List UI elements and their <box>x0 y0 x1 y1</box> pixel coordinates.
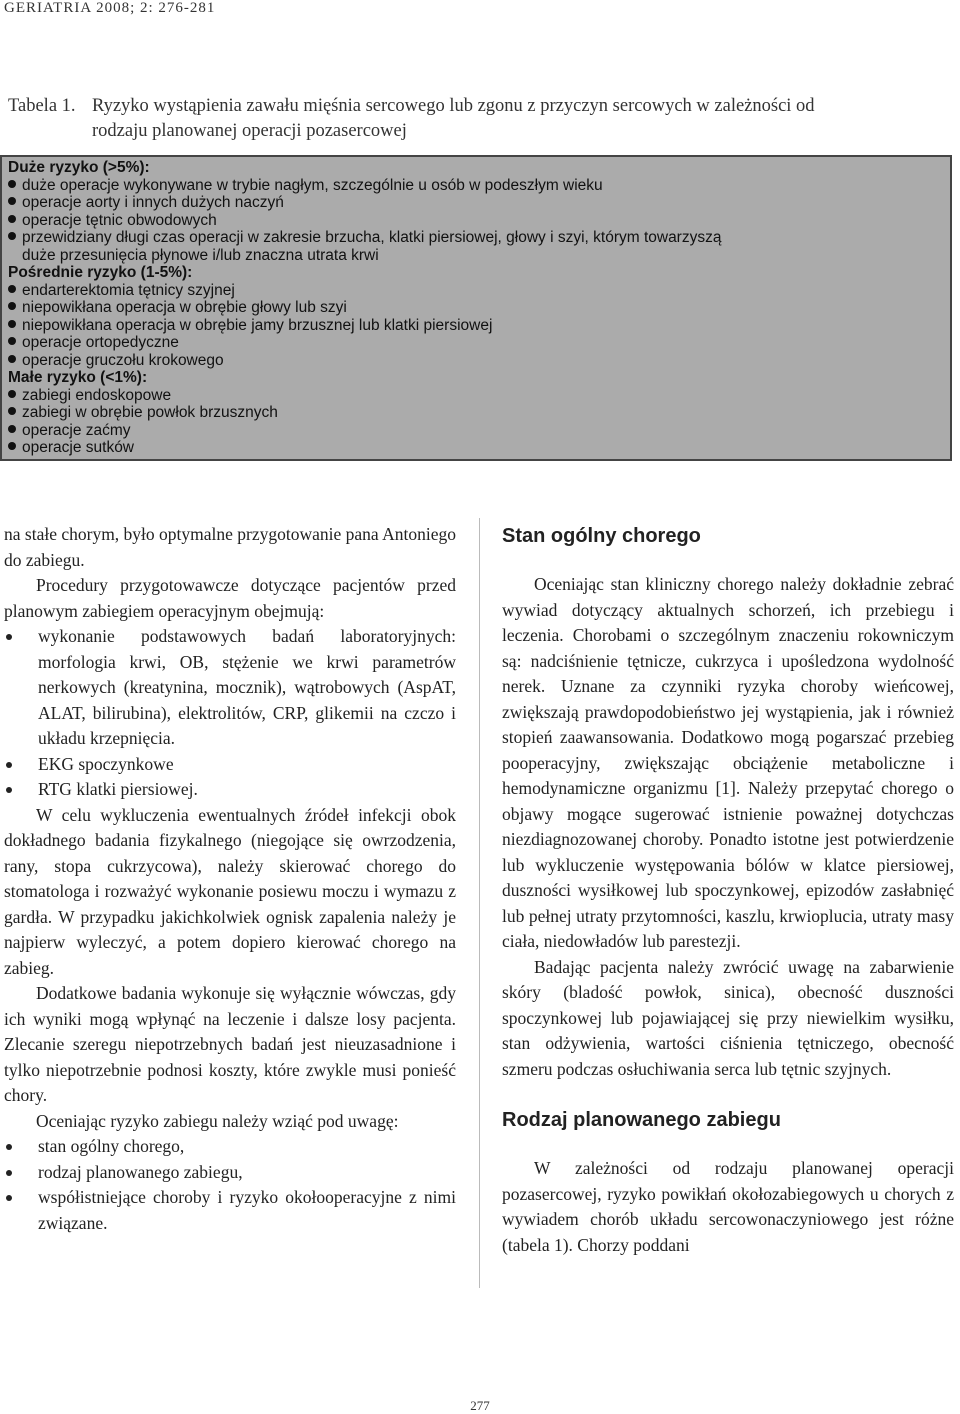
bullet-icon <box>6 787 12 793</box>
list-item: rodzaj planowanego zabiegu, <box>4 1160 456 1186</box>
table-title <box>92 94 942 144</box>
bullet-icon <box>8 337 16 345</box>
right-column <box>502 522 954 1258</box>
bullet-icon <box>6 1144 12 1150</box>
list-item: wykonanie podstawowych badań laboratoryjnych: morfologia krwi, OB, stężenie we krwi parametrów nerkowych (kreatynina, mocznik), wątrobowych (AspAT, ALAT, bilirubina), elektrolitów, CRP, glikemii na czczo i układu krzepnięcia. <box>4 624 456 752</box>
mid-risk-item: niepowikłana operacja w obrębie jamy brzusznej lub klatki piersiowej <box>8 317 950 335</box>
paragraph: Procedury przygotowawcze dotyczące pacjentów przed planowym zabiegiem operacyjnym obejmują: <box>4 575 456 621</box>
bullet-icon <box>8 215 16 223</box>
mid-risk-item: operacje ortopedyczne <box>8 334 950 352</box>
high-risk-item: operacje tętnic obwodowych <box>8 212 950 230</box>
high-risk-item: operacje aorty i innych dużych naczyń <box>8 194 950 212</box>
page-number: 277 <box>470 1398 490 1413</box>
bullet-icon <box>6 762 12 768</box>
bullet-icon <box>8 197 16 205</box>
bullet-icon <box>6 1170 12 1176</box>
list-item: RTG klatki piersiowej. <box>4 777 456 803</box>
list-item: EKG spoczynkowe <box>4 752 456 778</box>
high-risk-item: duże operacje wykonywane w trybie nagłym, szczególnie u osób w podeszłym wieku <box>8 177 950 195</box>
mid-risk-item: endarterektomia tętnicy szyjnej <box>8 282 950 300</box>
paragraph: na stałe chorym, było optymalne przygotowanie pana Antoniego do zabiegu. <box>4 524 456 570</box>
low-risk-item: zabiegi w obrębie powłok brzusznych <box>8 404 950 422</box>
high-risk-item-continuation: duże przesunięcia płynowe i/lub znaczna utrata krwi <box>22 246 379 264</box>
bullet-icon <box>6 634 12 640</box>
table-label: Tabela 1. <box>8 96 76 116</box>
low-risk-item: operacje zaćmy <box>8 422 950 440</box>
bullet-icon <box>6 1195 12 1201</box>
bullet-icon <box>8 232 16 240</box>
bullet-icon <box>8 442 16 450</box>
list-item: współistniejące choroby i ryzyko okołooperacyjne z nimi związane. <box>4 1185 456 1236</box>
table-title-line-1: Ryzyko wystąpienia zawału mięśnia sercowego lub zgonu z przyczyn sercowych w zależności od <box>92 96 815 116</box>
bullet-icon <box>8 390 16 398</box>
paragraph: Oceniając stan kliniczny chorego należy dokładnie zebrać wywiad dotyczący aktualnych schorzeń, ich przebiegu i leczenia. Chorobami o szczególnym znaczeniu rokowniczym są: nadciśnienie tętnicze, cukrzyca i upośledzona wydolność nerek. Uznane za czynniki ryzyka choroby wieńcowej, zwiększają prawdopodobieństwo jej wystąpienia, jak i również stopień zaawansowania. Dodatkowo mogą pogarszać przebieg pooperacyjny, zwiększając obciążenie metaboliczne i hemodynamiczne organizmu [1]. Należy przepytać chorego o objawy mogące sugerować istnienie poważnej dotychczas niezdiagnozowanej choroby. Ponadto istotne jest potwierdzenie lub wykluczenie występowania bólów w klatce piersiowej, duszności wysiłkowej lub spoczynkowej, epizodów zasłabnięć lub pełnej utraty przytomności, kaszlu, krwioplucia, utraty masy ciała, niedowładów lub parestezji. <box>502 574 954 951</box>
bullet-icon <box>8 302 16 310</box>
paragraph: W celu wykluczenia ewentualnych źródeł infekcji obok dokładnego badania fizykalnego (niegojące się owrzodzenia, rany, stopa cukrzycowa), należy skierować chorego do stomatologa i rozważyć wykonanie posiewu moczu i wymazu z gardła. W przypadku jakichkolwiek ognisk zapalenia należy je najpierw wyleczyć, a potem dopiero kierować chorego na zabieg. <box>4 804 456 978</box>
high-risk-item: przewidziany długi czas operacji w zakresie brzucha, klatki piersiowej, głowy i szyi, którym towarzyszą <box>8 229 950 247</box>
mid-risk-heading: Pośrednie ryzyko (1-5%): <box>8 264 193 281</box>
bullet-icon <box>8 285 16 293</box>
bullet-icon <box>8 320 16 328</box>
mid-risk-item: niepowikłana operacja w obrębie głowy lub szyi <box>8 299 950 317</box>
left-column <box>4 522 456 1236</box>
high-risk-heading: Duże ryzyko (>5%): <box>8 159 150 176</box>
paragraph: W zależności od rodzaju planowanej operacji pozasercowej, ryzyko powikłań okołozabiegowych u chorych z wywiadem chorób układu sercowonaczyniowego jest różne (tabela 1). Chorzy poddani <box>502 1158 954 1255</box>
paragraph: Dodatkowe badania wykonuje się wyłącznie wówczas, gdy ich wyniki mogą wpłynąć na leczenie i dalsze losy pacjenta. Zlecanie szeregu niepotrzebnych badań jest nieuzasadnione i tylko niepotrzebnie podnosi koszty, które zwykle musi ponieść chory. <box>4 983 456 1105</box>
bullet-icon <box>8 355 16 363</box>
column-divider <box>479 518 480 1288</box>
list-item: stan ogólny chorego, <box>4 1134 456 1160</box>
bullet-icon <box>8 425 16 433</box>
journal-header: GERIATRIA 2008; 2: 276-281 <box>4 0 216 16</box>
paragraph: Badając pacjenta należy zwrócić uwagę na zabarwienie skóry (bladość powłok, sinica), obecność duszności spoczynkowej lub pojawiającej się przy niewielkim wysiłku, stan odżywienia, wartości ciśnienia tętniczego, obecność szmeru podczas osłuchiwania serca lub tętnic szyjnych. <box>502 956 954 1079</box>
risk-table <box>0 155 952 461</box>
bullet-icon <box>8 407 16 415</box>
mid-risk-item: operacje gruczołu krokowego <box>8 352 950 370</box>
low-risk-item: operacje sutków <box>8 439 950 457</box>
bullet-icon <box>8 180 16 188</box>
section-heading: Rodzaj planowanego zabiegu <box>502 1109 781 1131</box>
paragraph: Oceniając ryzyko zabiegu należy wziąć pod uwagę: <box>36 1110 399 1131</box>
table-title-line-2: rodzaju planowanej operacji pozasercowej <box>92 121 407 141</box>
low-risk-heading: Małe ryzyko (<1%): <box>8 369 148 386</box>
low-risk-item: zabiegi endoskopowe <box>8 387 950 405</box>
section-heading: Stan ogólny chorego <box>502 525 701 547</box>
